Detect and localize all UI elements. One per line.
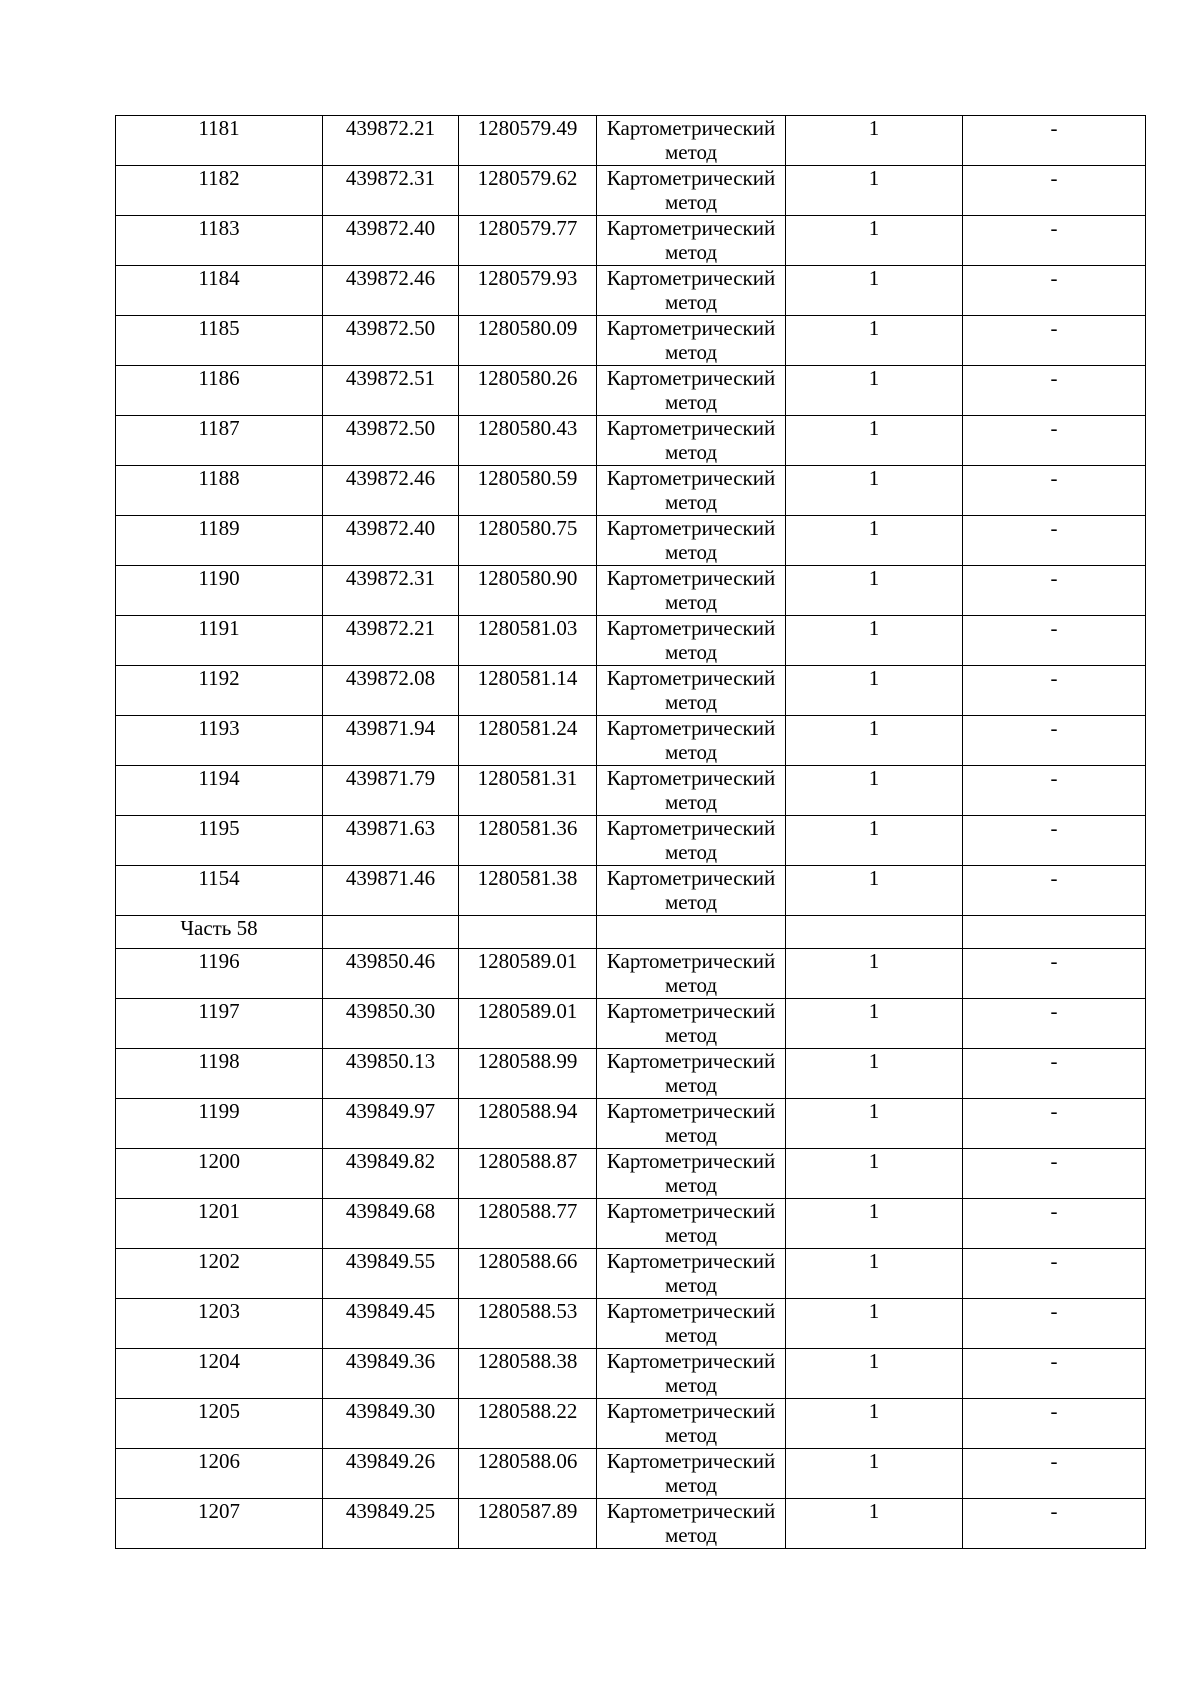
method-cell: Картометрический метод — [597, 316, 786, 366]
note-cell: - — [963, 1299, 1146, 1349]
note-cell: - — [963, 1349, 1146, 1399]
note-cell: - — [963, 816, 1146, 866]
method-cell: Картометрический метод — [597, 1449, 786, 1499]
accuracy-cell: 1 — [786, 166, 963, 216]
method-cell: Картометрический метод — [597, 566, 786, 616]
y-coordinate-cell: 1280580.59 — [459, 466, 597, 516]
point-number-cell: 1184 — [116, 266, 323, 316]
method-cell: Картометрический метод — [597, 1499, 786, 1549]
empty-cell — [963, 916, 1146, 949]
y-coordinate-cell: 1280579.77 — [459, 216, 597, 266]
y-coordinate-cell: 1280588.94 — [459, 1099, 597, 1149]
y-coordinate-cell: 1280580.09 — [459, 316, 597, 366]
x-coordinate-cell: 439872.46 — [323, 466, 459, 516]
y-coordinate-cell: 1280581.03 — [459, 616, 597, 666]
x-coordinate-cell: 439849.36 — [323, 1349, 459, 1399]
accuracy-cell: 1 — [786, 366, 963, 416]
accuracy-cell: 1 — [786, 999, 963, 1049]
accuracy-cell: 1 — [786, 1499, 963, 1549]
method-cell: Картометрический метод — [597, 416, 786, 466]
point-number-cell: 1197 — [116, 999, 323, 1049]
empty-cell — [323, 916, 459, 949]
accuracy-cell: 1 — [786, 1349, 963, 1399]
table-row — [116, 1249, 1146, 1299]
table-row — [116, 1099, 1146, 1149]
table-row — [116, 1299, 1146, 1349]
method-cell: Картометрический метод — [597, 1149, 786, 1199]
empty-cell — [786, 916, 963, 949]
table-row — [116, 116, 1146, 166]
y-coordinate-cell: 1280580.43 — [459, 416, 597, 466]
y-coordinate-cell: 1280580.26 — [459, 366, 597, 416]
point-number-cell: 1187 — [116, 416, 323, 466]
point-number-cell: 1190 — [116, 566, 323, 616]
method-cell: Картометрический метод — [597, 766, 786, 816]
table-row — [116, 366, 1146, 416]
note-cell: - — [963, 466, 1146, 516]
table-row — [116, 1449, 1146, 1499]
y-coordinate-cell: 1280588.22 — [459, 1399, 597, 1449]
method-cell: Картометрический метод — [597, 516, 786, 566]
y-coordinate-cell: 1280588.87 — [459, 1149, 597, 1199]
note-cell: - — [963, 116, 1146, 166]
point-number-cell: 1202 — [116, 1249, 323, 1299]
empty-cell — [459, 916, 597, 949]
accuracy-cell: 1 — [786, 816, 963, 866]
accuracy-cell: 1 — [786, 1399, 963, 1449]
table-row — [116, 316, 1146, 366]
note-cell: - — [963, 216, 1146, 266]
point-number-cell: 1188 — [116, 466, 323, 516]
table-row — [116, 666, 1146, 716]
y-coordinate-cell: 1280579.49 — [459, 116, 597, 166]
table-row — [116, 216, 1146, 266]
accuracy-cell: 1 — [786, 416, 963, 466]
accuracy-cell: 1 — [786, 516, 963, 566]
accuracy-cell: 1 — [786, 1099, 963, 1149]
note-cell: - — [963, 166, 1146, 216]
point-number-cell: 1203 — [116, 1299, 323, 1349]
table-row — [116, 466, 1146, 516]
method-cell: Картометрический метод — [597, 366, 786, 416]
accuracy-cell: 1 — [786, 716, 963, 766]
accuracy-cell: 1 — [786, 666, 963, 716]
method-cell: Картометрический метод — [597, 266, 786, 316]
table-row — [116, 416, 1146, 466]
accuracy-cell: 1 — [786, 1249, 963, 1299]
accuracy-cell: 1 — [786, 1049, 963, 1099]
point-number-cell: 1204 — [116, 1349, 323, 1399]
accuracy-cell: 1 — [786, 1299, 963, 1349]
note-cell: - — [963, 416, 1146, 466]
note-cell: - — [963, 566, 1146, 616]
point-number-cell: 1154 — [116, 866, 323, 916]
note-cell: - — [963, 266, 1146, 316]
table-row — [116, 566, 1146, 616]
point-number-cell: 1183 — [116, 216, 323, 266]
table-row — [116, 616, 1146, 666]
accuracy-cell: 1 — [786, 1199, 963, 1249]
note-cell: - — [963, 1449, 1146, 1499]
point-number-cell: 1200 — [116, 1149, 323, 1199]
x-coordinate-cell: 439872.31 — [323, 566, 459, 616]
x-coordinate-cell: 439872.08 — [323, 666, 459, 716]
point-number-cell: 1192 — [116, 666, 323, 716]
table-row — [116, 166, 1146, 216]
table-row — [116, 716, 1146, 766]
method-cell: Картометрический метод — [597, 616, 786, 666]
table-row — [116, 1049, 1146, 1099]
y-coordinate-cell: 1280581.36 — [459, 816, 597, 866]
accuracy-cell: 1 — [786, 1149, 963, 1199]
x-coordinate-cell: 439871.79 — [323, 766, 459, 816]
note-cell: - — [963, 766, 1146, 816]
x-coordinate-cell: 439872.50 — [323, 316, 459, 366]
accuracy-cell: 1 — [786, 566, 963, 616]
x-coordinate-cell: 439872.50 — [323, 416, 459, 466]
note-cell: - — [963, 1249, 1146, 1299]
accuracy-cell: 1 — [786, 316, 963, 366]
table-row — [116, 999, 1146, 1049]
x-coordinate-cell: 439849.30 — [323, 1399, 459, 1449]
method-cell: Картометрический метод — [597, 1399, 786, 1449]
x-coordinate-cell: 439872.40 — [323, 516, 459, 566]
accuracy-cell: 1 — [786, 266, 963, 316]
note-cell: - — [963, 616, 1146, 666]
x-coordinate-cell: 439850.30 — [323, 999, 459, 1049]
accuracy-cell: 1 — [786, 616, 963, 666]
table-row — [116, 766, 1146, 816]
point-number-cell: 1205 — [116, 1399, 323, 1449]
note-cell: - — [963, 1499, 1146, 1549]
method-cell: Картометрический метод — [597, 816, 786, 866]
point-number-cell: 1193 — [116, 716, 323, 766]
table-body — [116, 116, 1146, 1549]
accuracy-cell: 1 — [786, 1449, 963, 1499]
y-coordinate-cell: 1280588.38 — [459, 1349, 597, 1399]
point-number-cell: 1182 — [116, 166, 323, 216]
x-coordinate-cell: 439850.13 — [323, 1049, 459, 1099]
y-coordinate-cell: 1280589.01 — [459, 999, 597, 1049]
y-coordinate-cell: 1280588.53 — [459, 1299, 597, 1349]
point-number-cell: 1195 — [116, 816, 323, 866]
empty-cell — [597, 916, 786, 949]
point-number-cell: 1199 — [116, 1099, 323, 1149]
note-cell: - — [963, 1149, 1146, 1199]
point-number-cell: 1198 — [116, 1049, 323, 1099]
y-coordinate-cell: 1280580.75 — [459, 516, 597, 566]
point-number-cell: 1181 — [116, 116, 323, 166]
note-cell: - — [963, 1049, 1146, 1099]
table-row — [116, 1499, 1146, 1549]
accuracy-cell: 1 — [786, 949, 963, 999]
method-cell: Картометрический метод — [597, 1049, 786, 1099]
x-coordinate-cell: 439849.68 — [323, 1199, 459, 1249]
point-number-cell: 1189 — [116, 516, 323, 566]
y-coordinate-cell: 1280588.66 — [459, 1249, 597, 1299]
y-coordinate-cell: 1280589.01 — [459, 949, 597, 999]
method-cell: Картометрический метод — [597, 116, 786, 166]
y-coordinate-cell: 1280588.06 — [459, 1449, 597, 1499]
accuracy-cell: 1 — [786, 216, 963, 266]
x-coordinate-cell: 439871.63 — [323, 816, 459, 866]
table-row — [116, 1149, 1146, 1199]
part-header-row — [116, 916, 1146, 949]
x-coordinate-cell: 439849.45 — [323, 1299, 459, 1349]
y-coordinate-cell: 1280581.14 — [459, 666, 597, 716]
note-cell: - — [963, 316, 1146, 366]
part-label: Часть 58 — [116, 916, 323, 949]
table-row — [116, 866, 1146, 916]
note-cell: - — [963, 949, 1146, 999]
point-number-cell: 1185 — [116, 316, 323, 366]
y-coordinate-cell: 1280588.77 — [459, 1199, 597, 1249]
note-cell: - — [963, 366, 1146, 416]
note-cell: - — [963, 999, 1146, 1049]
x-coordinate-cell: 439849.97 — [323, 1099, 459, 1149]
x-coordinate-cell: 439849.55 — [323, 1249, 459, 1299]
note-cell: - — [963, 1099, 1146, 1149]
method-cell: Картометрический метод — [597, 999, 786, 1049]
note-cell: - — [963, 1399, 1146, 1449]
point-number-cell: 1201 — [116, 1199, 323, 1249]
method-cell: Картометрический метод — [597, 866, 786, 916]
table-row — [116, 266, 1146, 316]
y-coordinate-cell: 1280581.31 — [459, 766, 597, 816]
y-coordinate-cell: 1280588.99 — [459, 1049, 597, 1099]
table-row — [116, 1349, 1146, 1399]
note-cell: - — [963, 1199, 1146, 1249]
note-cell: - — [963, 866, 1146, 916]
method-cell: Картометрический метод — [597, 1199, 786, 1249]
table-row — [116, 1199, 1146, 1249]
x-coordinate-cell: 439872.40 — [323, 216, 459, 266]
method-cell: Картометрический метод — [597, 1349, 786, 1399]
x-coordinate-cell: 439872.46 — [323, 266, 459, 316]
point-number-cell: 1196 — [116, 949, 323, 999]
x-coordinate-cell: 439849.25 — [323, 1499, 459, 1549]
table-row — [116, 1399, 1146, 1449]
coordinates-table — [115, 115, 1146, 1549]
accuracy-cell: 1 — [786, 116, 963, 166]
point-number-cell: 1186 — [116, 366, 323, 416]
accuracy-cell: 1 — [786, 866, 963, 916]
method-cell: Картометрический метод — [597, 716, 786, 766]
y-coordinate-cell: 1280579.62 — [459, 166, 597, 216]
x-coordinate-cell: 439872.31 — [323, 166, 459, 216]
y-coordinate-cell: 1280580.90 — [459, 566, 597, 616]
x-coordinate-cell: 439850.46 — [323, 949, 459, 999]
x-coordinate-cell: 439871.94 — [323, 716, 459, 766]
method-cell: Картометрический метод — [597, 1099, 786, 1149]
table-row — [116, 949, 1146, 999]
method-cell: Картометрический метод — [597, 216, 786, 266]
x-coordinate-cell: 439872.21 — [323, 616, 459, 666]
accuracy-cell: 1 — [786, 466, 963, 516]
note-cell: - — [963, 716, 1146, 766]
x-coordinate-cell: 439849.82 — [323, 1149, 459, 1199]
accuracy-cell: 1 — [786, 766, 963, 816]
y-coordinate-cell: 1280581.24 — [459, 716, 597, 766]
y-coordinate-cell: 1280587.89 — [459, 1499, 597, 1549]
point-number-cell: 1194 — [116, 766, 323, 816]
method-cell: Картометрический метод — [597, 166, 786, 216]
point-number-cell: 1206 — [116, 1449, 323, 1499]
note-cell: - — [963, 666, 1146, 716]
table-row — [116, 816, 1146, 866]
method-cell: Картометрический метод — [597, 666, 786, 716]
table-row — [116, 516, 1146, 566]
x-coordinate-cell: 439872.51 — [323, 366, 459, 416]
y-coordinate-cell: 1280579.93 — [459, 266, 597, 316]
y-coordinate-cell: 1280581.38 — [459, 866, 597, 916]
point-number-cell: 1191 — [116, 616, 323, 666]
x-coordinate-cell: 439849.26 — [323, 1449, 459, 1499]
point-number-cell: 1207 — [116, 1499, 323, 1549]
note-cell: - — [963, 516, 1146, 566]
method-cell: Картометрический метод — [597, 1299, 786, 1349]
x-coordinate-cell: 439871.46 — [323, 866, 459, 916]
method-cell: Картометрический метод — [597, 1249, 786, 1299]
method-cell: Картометрический метод — [597, 466, 786, 516]
x-coordinate-cell: 439872.21 — [323, 116, 459, 166]
method-cell: Картометрический метод — [597, 949, 786, 999]
